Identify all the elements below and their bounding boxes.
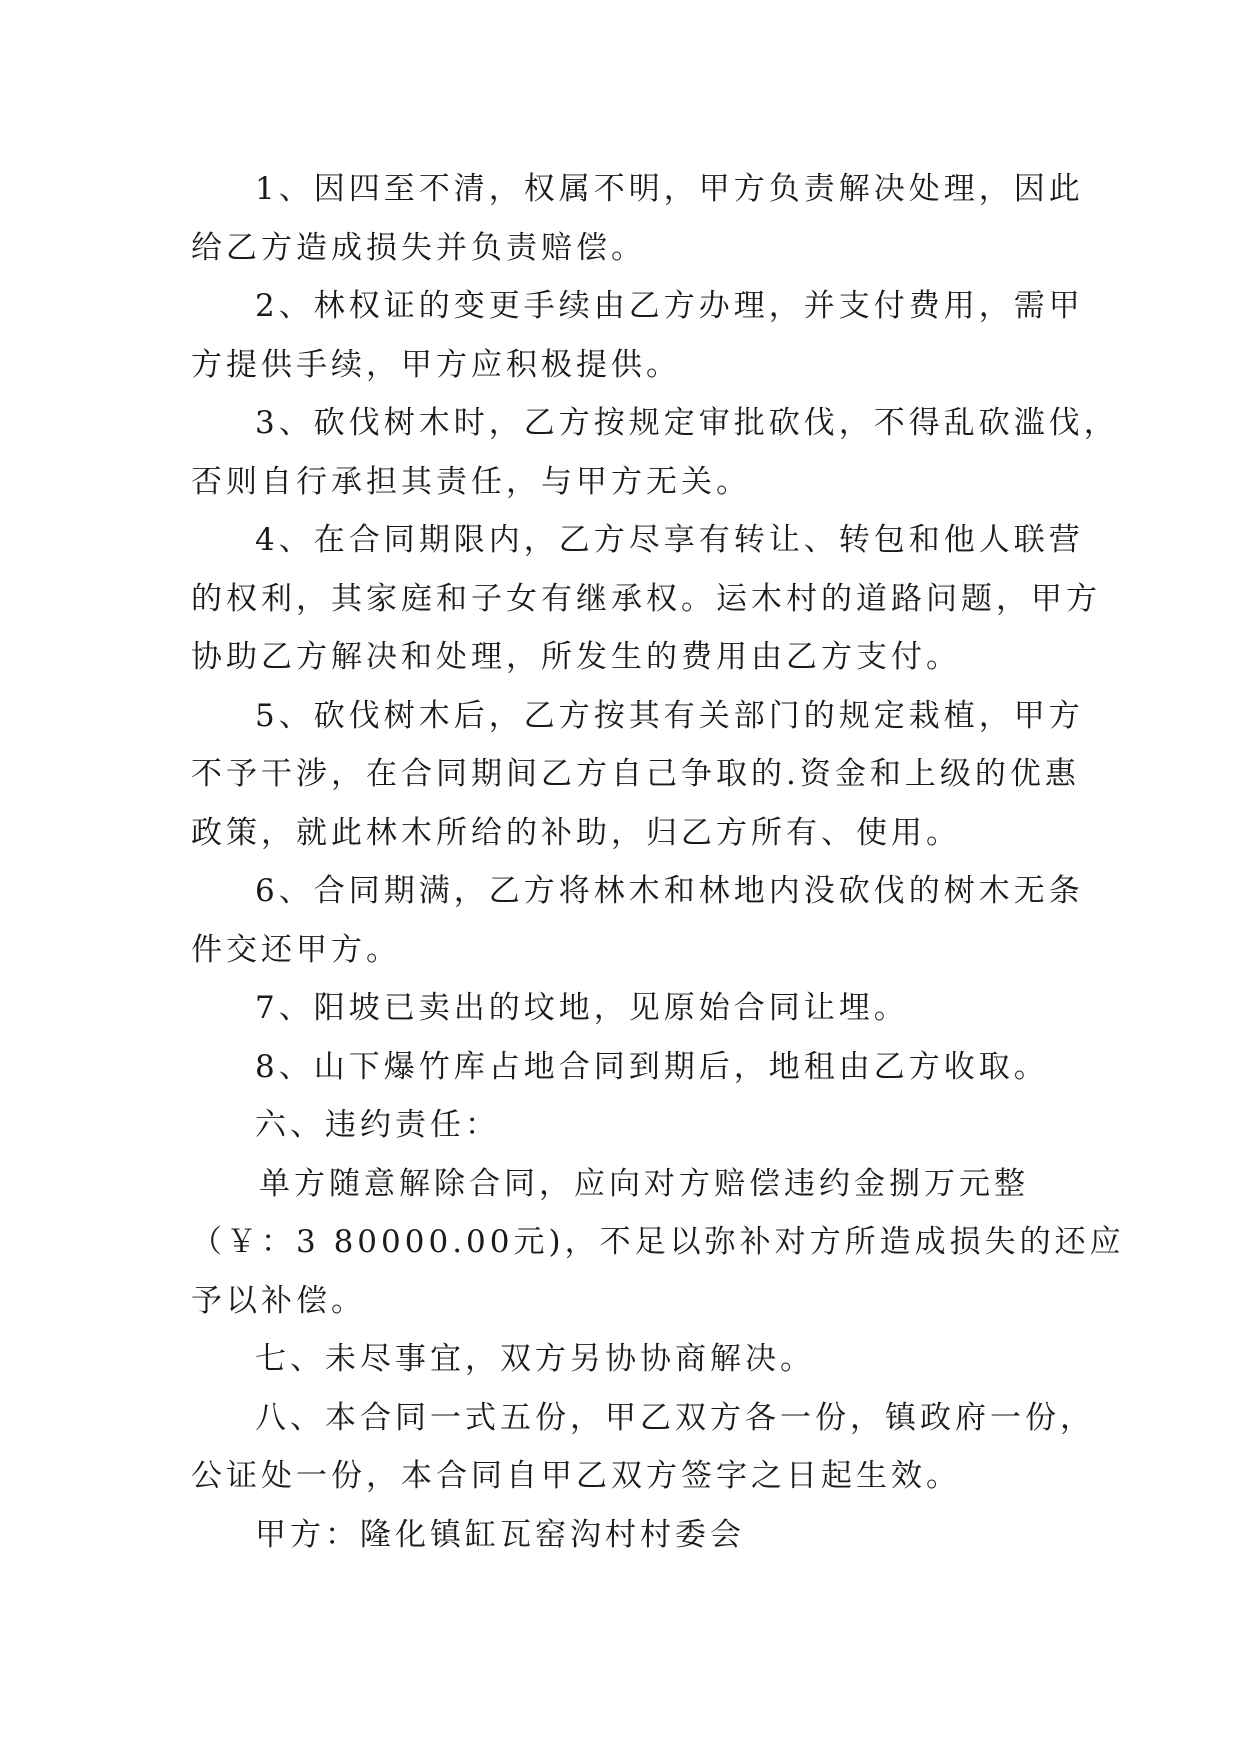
text-line: 2、林权证的变更手续由乙方办理，并支付费用，需甲 — [255, 288, 1084, 324]
text-line: 4、在合同期限内，乙方尽享有转让、转包和他人联营 — [255, 522, 1084, 558]
text-line: 公证处一份，本合同自甲乙双方签字之日起生效。 — [191, 1458, 961, 1494]
text-line: 不予干涉，在合同期间乙方自己争取的.资金和上级的优惠 — [191, 756, 1080, 792]
clause-5 — [191, 687, 1084, 863]
text-line: 3、砍伐树木时，乙方按规定审批砍伐，不得乱砍滥伐， — [255, 405, 1119, 441]
text-line: 给乙方造成损失并负责赔偿。 — [191, 229, 646, 266]
text-line: 6、合同期满，乙方将林木和林地内没砍伐的树木无条 — [255, 873, 1084, 909]
clause-1 — [191, 160, 1084, 277]
text-line: 八、本合同一式五份，甲乙双方各一份，镇政府一份， — [255, 1399, 1095, 1436]
text-line: 予以补偿。 — [191, 1282, 366, 1319]
text-line: 的权利，其家庭和子女有继承权。运木村的道路问题，甲方 — [191, 580, 1101, 617]
clause-7 — [191, 979, 1051, 1038]
text-line: 5、砍伐树木后，乙方按其有关部门的规定栽植，甲方 — [255, 697, 1084, 734]
section-unresolved — [191, 1330, 1051, 1389]
clause-4 — [191, 511, 1101, 687]
text-line: 8、山下爆竹库占地合同到期后，地租由乙方收取。 — [255, 1048, 1049, 1085]
text-line: 7、阳坡已卖出的坟地，见原始合同让埋。 — [255, 990, 909, 1026]
section-heading-liability — [191, 1096, 1051, 1155]
clause-6 — [191, 862, 1084, 979]
text-line: 1、因四至不清，权属不明，甲方负责解决处理，因此 — [255, 171, 1084, 207]
text-line: 甲方：隆化镇缸瓦窑沟村村委会 — [255, 1516, 745, 1553]
clause-2 — [191, 277, 1084, 394]
liability-paragraph — [191, 1155, 1125, 1331]
clause-8 — [191, 1038, 1051, 1097]
clause-3 — [191, 394, 1119, 511]
text-line: （￥：3 80000.00元)，不足以弥补对方所造成损失的还应 — [191, 1224, 1125, 1260]
text-line: 政策，就此林木所给的补助，归乙方所有、使用。 — [191, 814, 961, 851]
text-line: 单方随意解除合同，应向对方赔偿违约金捌万元整 — [259, 1165, 1029, 1202]
document-page — [191, 160, 1125, 1564]
text-line: 件交还甲方。 — [191, 931, 401, 968]
text-line: 否则自行承担其责任，与甲方无关。 — [191, 463, 751, 500]
party-a-signature-line — [191, 1506, 1051, 1565]
text-line: 协助乙方解决和处理，所发生的费用由乙方支付。 — [191, 639, 961, 675]
text-line: 七、未尽事宜，双方另协协商解决。 — [255, 1341, 815, 1377]
section-copies — [191, 1389, 1095, 1506]
text-line: 方提供手续，甲方应积极提供。 — [191, 346, 681, 383]
section-heading: 六、违约责任： — [255, 1107, 500, 1143]
